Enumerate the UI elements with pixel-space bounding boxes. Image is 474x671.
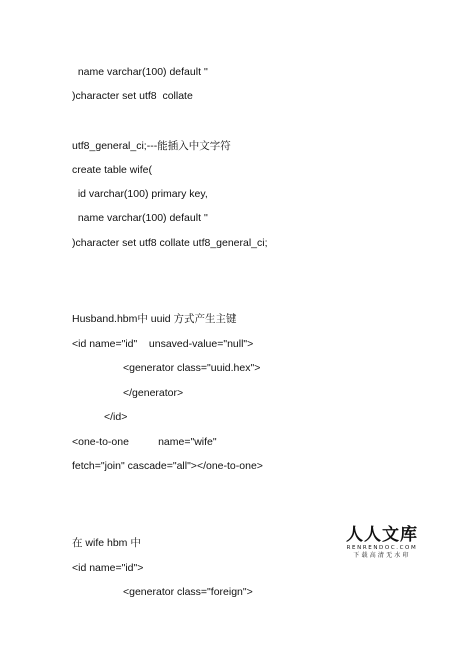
watermark-slogan: 下载高清无水印 (353, 552, 411, 559)
code-line: )character set utf8 collate (72, 90, 193, 102)
code-line: <generator class="uuid.hex"> (123, 362, 261, 374)
code-line: fetch="join" cascade="all"></one-to-one> (72, 460, 263, 472)
watermark-logo (332, 525, 432, 560)
code-line: </id> (104, 411, 128, 423)
watermark-domain: RENRENDOC.COM (346, 545, 418, 551)
code-line: <id name="id"> (72, 562, 144, 574)
code-line: name varchar(100) default '' (72, 212, 208, 224)
code-line: <one-to-one name="wife" (72, 436, 217, 448)
code-line: id varchar(100) primary key, (72, 188, 208, 200)
section-heading: 在 wife hbm 中 (72, 537, 141, 549)
code-line: create table wife( (72, 164, 152, 176)
code-line: <id name="id" unsaved-value="null"> (72, 338, 254, 350)
code-line: name varchar(100) default '' (72, 66, 208, 78)
code-line: <generator class="foreign"> (123, 586, 253, 598)
code-line: </generator> (123, 387, 184, 399)
code-line: utf8_general_ci;---能插入中文字符 (72, 140, 231, 152)
section-heading: Husband.hbm中 uuid 方式产生主键 (72, 313, 237, 325)
code-line: )character set utf8 collate utf8_general_ci; (72, 237, 268, 249)
watermark-name: 人人文库 (346, 525, 418, 545)
